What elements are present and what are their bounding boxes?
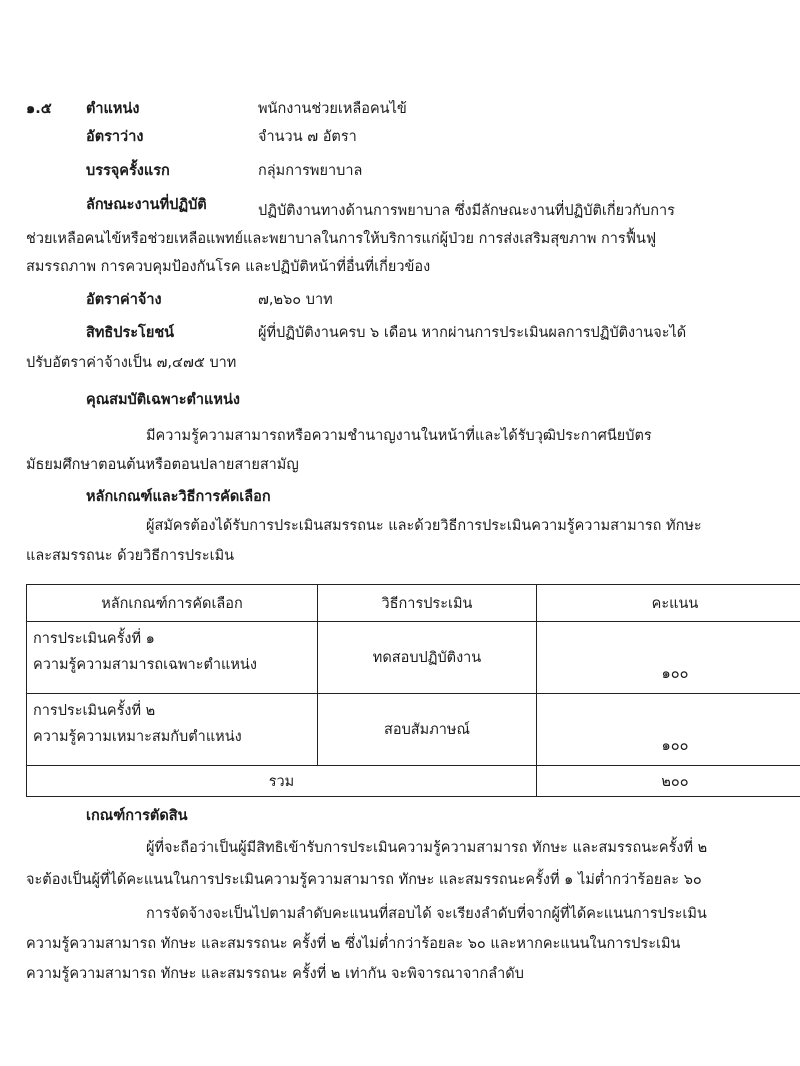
total-score: ๒๐๐ [537,766,800,797]
decision-heading: เกณฑ์การตัดสิน [86,808,188,824]
method-cell: ทดสอบปฏิบัติงาน [318,622,537,694]
wage-value: ๗,๒๖๐ บาท [258,292,333,308]
criteria-line1: การประเมินครั้งที่ ๑ [33,631,155,647]
decision-p1-line2: จะต้องเป็นผู้ที่ได้คะแนนในการประเมินความรู้ความสามารถ ทักษะ และสมรรถนะครั้งที่ ๑ ไม่ต่ำกว่าร้อยละ ๖๐ [26,872,702,888]
total-label: รวม [27,766,537,797]
duty-label: ลักษณะงานที่ปฏิบัติ [86,197,207,213]
section-number: ๑.๕ [26,101,52,117]
qualification-heading: คุณสมบัติเฉพาะตำแหน่ง [86,392,240,408]
criteria-line1: การประเมินครั้งที่ ๒ [33,703,156,719]
decision-p1-line1: ผู้ที่จะถือว่าเป็นผู้มีสิทธิเข้ารับการประเมินความรู้ความสามารถ ทักษะ และสมรรถนะครั้งที่ ๒ [146,840,708,856]
selection-criteria-table [26,584,800,797]
criteria-line2: ความรู้ความเหมาะสมกับตำแหน่ง [33,729,242,745]
benefit-text-line1: ผู้ที่ปฏิบัติงานครบ ๖ เดือน หากผ่านการประเมินผลการปฏิบัติงานจะได้ [258,325,687,341]
method-cell: สอบสัมภาษณ์ [318,694,537,766]
position-label: ตำแหน่ง [86,101,140,117]
decision-p2-line1: การจัดจ้างจะเป็นไปตามลำดับคะแนนที่สอบได้ จะเรียงลำดับที่จากผู้ที่ได้คะแนนการประเมิน [146,906,707,922]
selection-heading: หลักเกณฑ์และวิธีการคัดเลือก [86,489,271,505]
benefit-label: สิทธิประโยชน์ [86,325,175,341]
selection-line2: และสมรรถนะ ด้วยวิธีการประเมิน [26,548,235,564]
score-cell: ๑๐๐ [537,622,800,694]
appoint-value: กลุ่มการพยาบาล [258,163,363,179]
qualification-line2: มัธยมศึกษาตอนต้นหรือตอนปลายสายสามัญ [26,457,299,473]
table-row [27,694,800,766]
vacancy-value: จำนวน ๗ อัตรา [258,129,357,145]
benefit-text-line2: ปรับอัตราค่าจ้างเป็น ๗,๔๗๕ บาท [26,355,237,371]
score-cell: ๑๐๐ [537,694,800,766]
selection-line1: ผู้สมัครต้องได้รับการประเมินสมรรถนะ และด้วยวิธีการประเมินความรู้ความสามารถ ทักษะ [146,518,702,534]
vacancy-label: อัตราว่าง [86,129,144,145]
header-score: คะแนน [537,585,800,622]
appoint-label: บรรจุครั้งแรก [86,163,170,179]
qualification-line1: มีความรู้ความสามารถหรือความชำนาญงานในหน้าที่และได้รับวุฒิประกาศนียบัตร [146,428,652,444]
criteria-line2: ความรู้ความสามารถเฉพาะตำแหน่ง [33,657,257,673]
table-total-row [27,766,800,797]
decision-p2-line2: ความรู้ความสามารถ ทักษะ และสมรรถนะ ครั้งที่ ๒ ซึ่งไม่ต่ำกว่าร้อยละ ๖๐ และหากคะแนนในการประเมิน [26,936,681,952]
criteria-cell [27,694,318,766]
header-criteria: หลักเกณฑ์การคัดเลือก [27,585,318,622]
table-header-row [27,585,800,622]
wage-label: อัตราค่าจ้าง [86,292,162,308]
duty-text-line1: ปฏิบัติงานทางด้านการพยาบาล ซึ่งมีลักษณะงานที่ปฏิบัติเกี่ยวกับการ [258,203,675,219]
criteria-cell [27,622,318,694]
duty-text-line3: สมรรถภาพ การควบคุมป้องกันโรค และปฏิบัติหน้าที่อื่นที่เกี่ยวข้อง [26,259,431,275]
decision-p2-line3: ความรู้ความสามารถ ทักษะ และสมรรถนะ ครั้งที่ ๒ เท่ากัน จะพิจารณาจากลำดับ [26,966,524,982]
duty-text-line2: ช่วยเหลือคนไข้หรือช่วยเหลือแพทย์และพยาบาลในการให้บริการแก่ผู้ป่วย การส่งเสริมสุขภาพ การฟื้นฟู [26,231,657,247]
table-row [27,622,800,694]
header-method: วิธีการประเมิน [318,585,537,622]
position-value: พนักงานช่วยเหลือคนไข้ [258,101,407,117]
